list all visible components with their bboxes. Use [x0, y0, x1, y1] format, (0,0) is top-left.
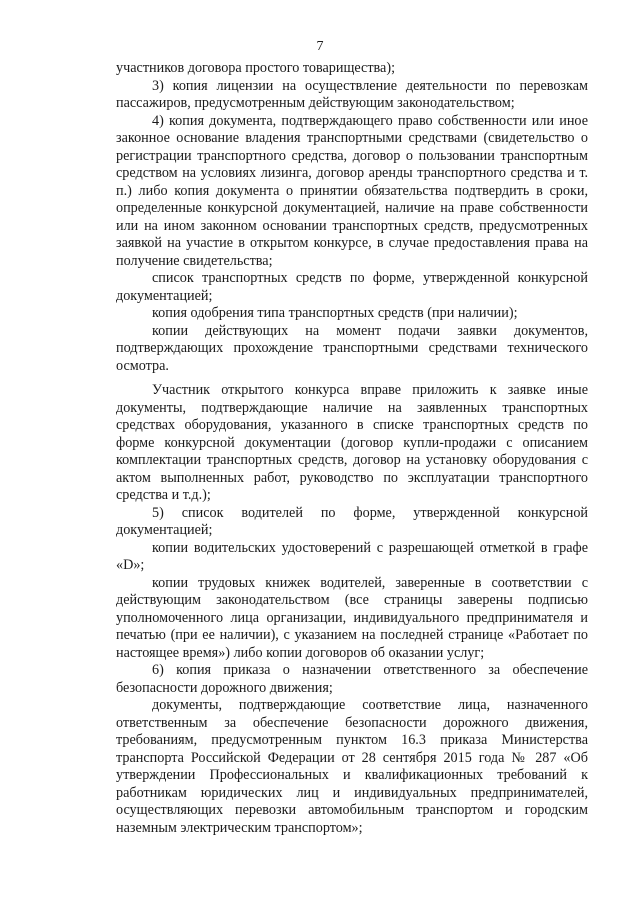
- paragraph-continuation: участников договора простого товарищества);: [116, 60, 396, 76]
- paragraph-inspection-docs: копии действующих на момент подачи заявки документов, подтверждающих прохождение транспортными средствами технического осмотра.: [116, 322, 588, 374]
- paragraph-item-4-ownership: 4) копия документа, подтверждающего право собственности или иное законное основание владения транспортными средствами (свидетельство о регистрации транспортного средства, договор о пользовании транспортным средством на условиях лизинга, договор аренды транспортного средства и т. п.) либо копия документа о принятии обязательства подтвердить в сроки, определенные конкурсной документацией, наличие на праве собственности или на ином законном основании транспортных средств, предусмотренных заявкой на участие в открытом конкурсе, в случае предоставления права на получение свидетельства;: [116, 112, 588, 269]
- paragraph-item-3-license: 3) копия лицензии на осуществление деятельности по перевозкам пассажиров, предусмотренным действующим законодательством;: [116, 77, 588, 111]
- page-number: 7: [316, 39, 324, 54]
- paragraph-item-6-safety-order: 6) копия приказа о назначении ответственного за обеспечение безопасности дорожного движения;: [116, 662, 588, 696]
- paragraph-equipment-docs: Участник открытого конкурса вправе приложить к заявке иные документы, подтверждающие наличие на заявленных транспортных средствах оборудования, указанного в списке транспортных средств по форме конкурсной документации (договор купли-продажи с описанием комплектации транспортных средств, договор на установку оборудования с актом выполненных работ, руководство по эксплуатации транспортного средства и т.д.);: [116, 382, 588, 503]
- paragraph-employment-records: копии трудовых книжек водителей, заверенные в соответствии с действующим законодательством (все страницы заверены подписью уполномоченного лица организации, индивидуального предпринимателя и печатью (при ее наличии), с указанием на последней странице «Работает по настоящее время») либо копии договоров об оказании услуг;: [116, 574, 588, 661]
- paragraph-type-approval: копия одобрения типа транспортных средств (при наличии);: [152, 305, 518, 321]
- paragraph-driver-licenses: копии водительских удостоверений с разрешающей отметкой в графе «D»;: [116, 539, 588, 573]
- document-body: [116, 60, 588, 837]
- paragraph-safety-compliance: документы, подтверждающие соответствие лица, назначенного ответственным за обеспечение безопасности дорожного движения, требованиям, предусмотренным пунктом 16.3 приказа Министерства транспорта Российской Федерации от 28 сентября 2015 года № 287 «Об утверждении Профессиональных и квалификационных требований к работникам юридических лиц и индивидуальных предпринимателей, осуществляющих перевозки автомобильным транспортом и городским наземным электрическим транспортом»;: [116, 697, 588, 836]
- paragraph-item-5-drivers: 5) список водителей по форме, утвержденной конкурсной документацией;: [116, 504, 588, 538]
- paragraph-vehicle-list: список транспортных средств по форме, утвержденной конкурсной документацией;: [116, 270, 588, 304]
